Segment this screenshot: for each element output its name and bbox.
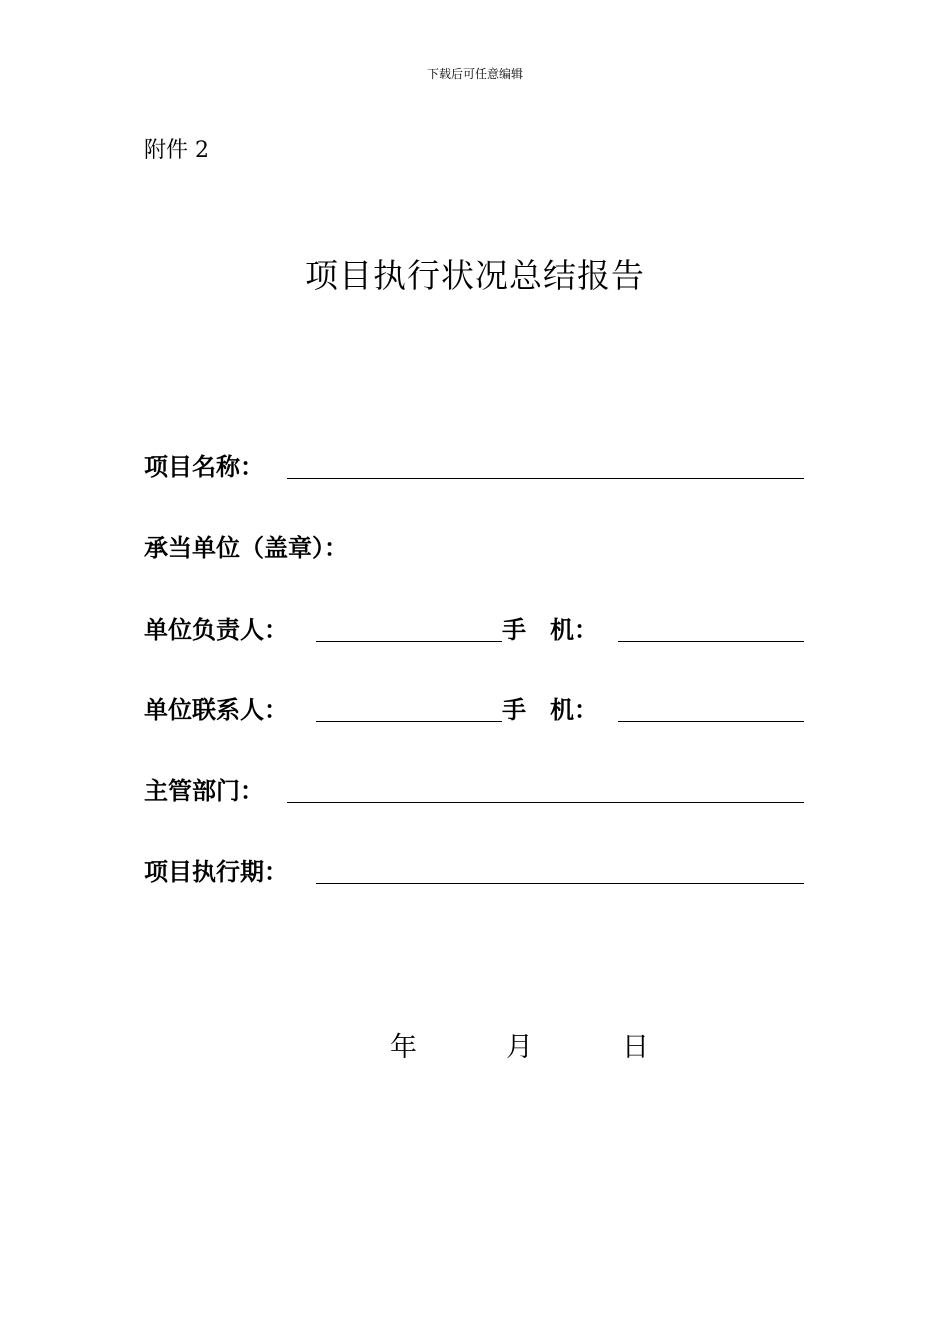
project-name-row xyxy=(144,449,804,485)
undertaking-unit-row xyxy=(144,530,804,566)
unit-contact-label: 单位联系人： xyxy=(144,696,288,724)
execution-period-label: 项目执行期： xyxy=(144,858,288,886)
unit-contact-phone-underline[interactable] xyxy=(618,721,804,722)
date-year: 年 xyxy=(390,1032,417,1063)
supervising-dept-underline[interactable] xyxy=(287,802,804,803)
undertaking-unit-label: 承当单位（盖章）： xyxy=(144,534,348,562)
project-name-label: 项目名称： xyxy=(144,453,264,481)
execution-period-underline[interactable] xyxy=(316,883,804,884)
unit-head-phone-label: 手 机： xyxy=(502,616,598,644)
document-title: 项目执行状况总结报告 xyxy=(305,256,645,295)
unit-contact-row xyxy=(144,692,804,728)
unit-head-phone-underline[interactable] xyxy=(618,641,804,642)
supervising-dept-label: 主管部门： xyxy=(144,777,264,805)
header-note: 下载后可任意编辑 xyxy=(426,67,523,81)
project-name-underline[interactable] xyxy=(287,478,804,479)
supervising-dept-row xyxy=(144,773,804,809)
unit-head-label: 单位负责人： xyxy=(144,616,288,644)
attachment-label: 附件 2 xyxy=(144,138,209,163)
unit-contact-phone-label: 手 机： xyxy=(502,696,598,724)
date-day: 日 xyxy=(622,1032,649,1063)
date-month: 月 xyxy=(506,1032,533,1063)
execution-period-row xyxy=(144,854,804,890)
unit-head-row xyxy=(144,612,804,648)
unit-head-underline[interactable] xyxy=(316,641,502,642)
unit-contact-underline[interactable] xyxy=(316,721,502,722)
